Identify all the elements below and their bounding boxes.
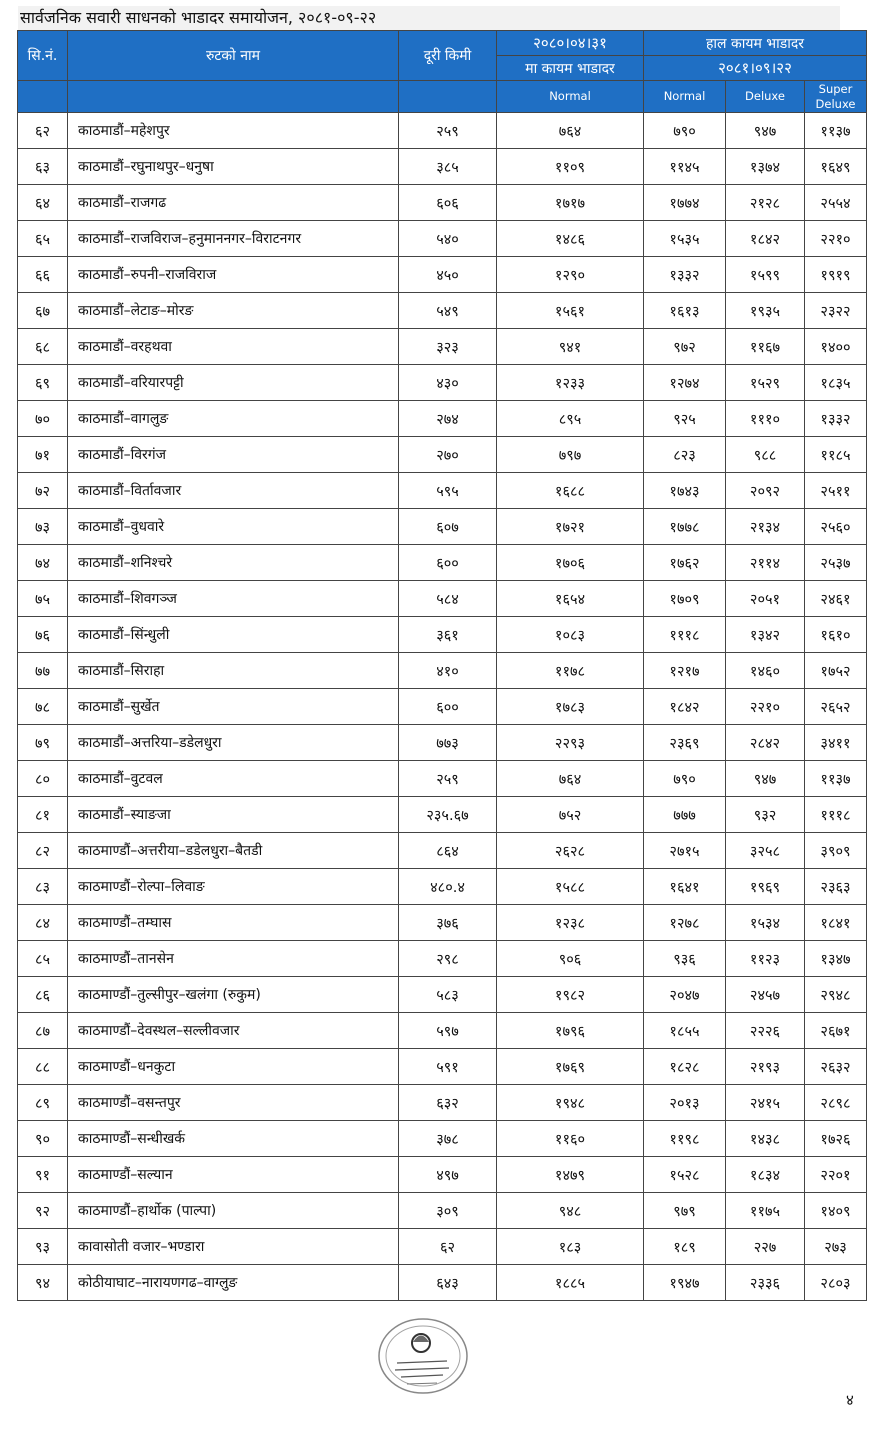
cell-super-deluxe: १३३२ xyxy=(805,401,867,437)
cell-distance: ६३२ xyxy=(399,1085,497,1121)
cell-sn: ७३ xyxy=(18,509,68,545)
cell-sn: ६५ xyxy=(18,221,68,257)
cell-deluxe: २२२६ xyxy=(726,1013,805,1049)
cell-distance: २५९ xyxy=(399,113,497,149)
cell-normal: ९७२ xyxy=(644,329,726,365)
cell-route: काठमाण्डौं–अत्तरीया–डडेलधुरा–बैतडी xyxy=(68,833,399,869)
cell-sn: ७१ xyxy=(18,437,68,473)
header-prev-normal: Normal xyxy=(497,81,644,113)
cell-route: काठमाडौं–सिंन्धुली xyxy=(68,617,399,653)
cell-distance: ३०९ xyxy=(399,1193,497,1229)
cell-deluxe: ९३२ xyxy=(726,797,805,833)
cell-super-deluxe: २२०१ xyxy=(805,1157,867,1193)
cell-sn: ८७ xyxy=(18,1013,68,1049)
cell-normal: १२७८ xyxy=(644,905,726,941)
cell-sn: ६२ xyxy=(18,113,68,149)
table-row xyxy=(18,257,867,293)
cell-route: कोठीयाघाट–नारायणगढ–वाग्लुङ xyxy=(68,1265,399,1301)
table-row xyxy=(18,1049,867,1085)
cell-route: काठमाडौं–वरहथवा xyxy=(68,329,399,365)
cell-deluxe: ३२५८ xyxy=(726,833,805,869)
cell-sn: ७० xyxy=(18,401,68,437)
cell-distance: २५९ xyxy=(399,761,497,797)
cell-sn: ६४ xyxy=(18,185,68,221)
cell-super-deluxe: २९४८ xyxy=(805,977,867,1013)
cell-sn: ६६ xyxy=(18,257,68,293)
cell-super-deluxe: १३४७ xyxy=(805,941,867,977)
cell-distance: ६०० xyxy=(399,545,497,581)
cell-distance: २७४ xyxy=(399,401,497,437)
cell-super-deluxe: १६४९ xyxy=(805,149,867,185)
cell-sn: ६९ xyxy=(18,365,68,401)
cell-normal: १६१३ xyxy=(644,293,726,329)
header-super-deluxe-label: Super Deluxe xyxy=(815,81,856,111)
table-row xyxy=(18,653,867,689)
cell-distance: ८६४ xyxy=(399,833,497,869)
cell-distance: ५४९ xyxy=(399,293,497,329)
cell-super-deluxe: २५३७ xyxy=(805,545,867,581)
cell-distance: ६२ xyxy=(399,1229,497,1265)
table-row xyxy=(18,977,867,1013)
cell-super-deluxe: २५६० xyxy=(805,509,867,545)
cell-distance: ३६१ xyxy=(399,617,497,653)
cell-deluxe: १९६९ xyxy=(726,869,805,905)
cell-super-deluxe: २६७१ xyxy=(805,1013,867,1049)
cell-deluxe: १५९९ xyxy=(726,257,805,293)
cell-normal: १७४३ xyxy=(644,473,726,509)
cell-sn: ७९ xyxy=(18,725,68,761)
cell-super-deluxe: १४०९ xyxy=(805,1193,867,1229)
cell-deluxe: १८३४ xyxy=(726,1157,805,1193)
cell-sn: ९० xyxy=(18,1121,68,1157)
cell-distance: २९८ xyxy=(399,941,497,977)
table-row xyxy=(18,221,867,257)
cell-normal: २३६९ xyxy=(644,725,726,761)
cell-route: काठमाण्डौं–तानसेन xyxy=(68,941,399,977)
table-row xyxy=(18,329,867,365)
cell-super-deluxe: १९१९ xyxy=(805,257,867,293)
cell-prev-normal: १७१७ xyxy=(497,185,644,221)
cell-distance: ६४३ xyxy=(399,1265,497,1301)
cell-route: काठमाडौं–लेटाङ–मोरङ xyxy=(68,293,399,329)
cell-prev-normal: ९०६ xyxy=(497,941,644,977)
cell-sn: ६७ xyxy=(18,293,68,329)
cell-sn: ९२ xyxy=(18,1193,68,1229)
cell-normal: २७१५ xyxy=(644,833,726,869)
cell-route: काठमाडौं–विर्तावजार xyxy=(68,473,399,509)
cell-sn: ८३ xyxy=(18,869,68,905)
cell-sn: ७५ xyxy=(18,581,68,617)
government-seal-icon xyxy=(375,1315,471,1397)
table-row xyxy=(18,1013,867,1049)
cell-route: काठमाडौं–सुर्खेत xyxy=(68,689,399,725)
cell-deluxe: २०५१ xyxy=(726,581,805,617)
cell-deluxe: ११२३ xyxy=(726,941,805,977)
cell-super-deluxe: ३४११ xyxy=(805,725,867,761)
header-curr-label: हाल कायम भाडादर xyxy=(644,31,867,56)
cell-sn: ६३ xyxy=(18,149,68,185)
cell-normal: १८२८ xyxy=(644,1049,726,1085)
cell-deluxe: २१३४ xyxy=(726,509,805,545)
cell-route: काठमाण्डौं–रोल्पा–लिवाङ xyxy=(68,869,399,905)
cell-route: काठमाण्डौं–धनकुटा xyxy=(68,1049,399,1085)
cell-deluxe: १४३८ xyxy=(726,1121,805,1157)
cell-super-deluxe: १४०० xyxy=(805,329,867,365)
cell-super-deluxe: १७५२ xyxy=(805,653,867,689)
cell-prev-normal: ७९७ xyxy=(497,437,644,473)
cell-prev-normal: ११०९ xyxy=(497,149,644,185)
cell-normal: ७९० xyxy=(644,761,726,797)
cell-route: काठमाण्डौं–वसन्तपुर xyxy=(68,1085,399,1121)
cell-normal: १७०९ xyxy=(644,581,726,617)
cell-distance: ५९१ xyxy=(399,1049,497,1085)
cell-sn: ८१ xyxy=(18,797,68,833)
cell-route: काठमाण्डौं–हार्थोक (पाल्पा) xyxy=(68,1193,399,1229)
cell-route: काठमाडौं–वरियारपट्टी xyxy=(68,365,399,401)
cell-prev-normal: १४८६ xyxy=(497,221,644,257)
table-row xyxy=(18,797,867,833)
cell-sn: ७८ xyxy=(18,689,68,725)
cell-distance: ४८०.४ xyxy=(399,869,497,905)
cell-prev-normal: १८८५ xyxy=(497,1265,644,1301)
header-prev-label: मा कायम भाडादर xyxy=(497,56,644,81)
cell-deluxe: ९४७ xyxy=(726,761,805,797)
cell-distance: ५८३ xyxy=(399,977,497,1013)
cell-prev-normal: १६८८ xyxy=(497,473,644,509)
cell-normal: १२७४ xyxy=(644,365,726,401)
cell-normal: ११४५ xyxy=(644,149,726,185)
cell-prev-normal: ७५२ xyxy=(497,797,644,833)
cell-deluxe: २४१५ xyxy=(726,1085,805,1121)
cell-prev-normal: १४७९ xyxy=(497,1157,644,1193)
cell-super-deluxe: १६१० xyxy=(805,617,867,653)
cell-normal: १५२८ xyxy=(644,1157,726,1193)
cell-super-deluxe: २५५४ xyxy=(805,185,867,221)
cell-deluxe: २०९२ xyxy=(726,473,805,509)
table-row xyxy=(18,473,867,509)
cell-sn: ९३ xyxy=(18,1229,68,1265)
cell-prev-normal: १९८२ xyxy=(497,977,644,1013)
table-row xyxy=(18,617,867,653)
cell-route: काठमाडौं–शिवगञ्ज xyxy=(68,581,399,617)
cell-distance: ६०७ xyxy=(399,509,497,545)
header-prev-date: २०८०।०४।३१ xyxy=(497,31,644,56)
cell-normal: १९४७ xyxy=(644,1265,726,1301)
cell-deluxe: २१९३ xyxy=(726,1049,805,1085)
cell-super-deluxe: २७३ xyxy=(805,1229,867,1265)
cell-prev-normal: ७६४ xyxy=(497,113,644,149)
cell-normal: ९२५ xyxy=(644,401,726,437)
table-row xyxy=(18,833,867,869)
cell-route: काठमाडौं–महेशपुर xyxy=(68,113,399,149)
cell-normal: ९३६ xyxy=(644,941,726,977)
cell-route: काठमाडौं–राजविराज–हनुमाननगर–विराटनगर xyxy=(68,221,399,257)
cell-distance: ५८४ xyxy=(399,581,497,617)
table-row xyxy=(18,437,867,473)
cell-prev-normal: १७८३ xyxy=(497,689,644,725)
cell-prev-normal: १७९६ xyxy=(497,1013,644,1049)
cell-sn: ८२ xyxy=(18,833,68,869)
cell-route: काठमाडौं–वुटवल xyxy=(68,761,399,797)
cell-deluxe: १३७४ xyxy=(726,149,805,185)
cell-sn: ८६ xyxy=(18,977,68,1013)
cell-distance: ४५० xyxy=(399,257,497,293)
cell-route: काठमाडौं–रुपनी–राजविराज xyxy=(68,257,399,293)
cell-deluxe: १११० xyxy=(726,401,805,437)
table-row xyxy=(18,401,867,437)
table-row xyxy=(18,1157,867,1193)
table-row xyxy=(18,1121,867,1157)
cell-sn: ८५ xyxy=(18,941,68,977)
cell-prev-normal: ११६० xyxy=(497,1121,644,1157)
table-row xyxy=(18,545,867,581)
cell-normal: १७७८ xyxy=(644,509,726,545)
cell-prev-normal: २२९३ xyxy=(497,725,644,761)
cell-normal: १३३२ xyxy=(644,257,726,293)
cell-deluxe: १९३५ xyxy=(726,293,805,329)
cell-route: काठमाडौं–सिराहा xyxy=(68,653,399,689)
cell-deluxe: १५३४ xyxy=(726,905,805,941)
cell-route: काठमाडौं–विरगंज xyxy=(68,437,399,473)
cell-prev-normal: १५६१ xyxy=(497,293,644,329)
header-normal: Normal xyxy=(644,81,726,113)
cell-sn: ७२ xyxy=(18,473,68,509)
cell-normal: १११८ xyxy=(644,617,726,653)
cell-super-deluxe: २६३२ xyxy=(805,1049,867,1085)
cell-prev-normal: १९४८ xyxy=(497,1085,644,1121)
cell-distance: ५४० xyxy=(399,221,497,257)
cell-distance: ६०६ xyxy=(399,185,497,221)
table-row xyxy=(18,905,867,941)
cell-sn: ७६ xyxy=(18,617,68,653)
fare-table-body xyxy=(18,113,867,1301)
fare-table xyxy=(17,30,867,1301)
cell-prev-normal: ११७८ xyxy=(497,653,644,689)
page-number: ४ xyxy=(846,1391,854,1409)
cell-deluxe: ११६७ xyxy=(726,329,805,365)
cell-prev-normal: १७०६ xyxy=(497,545,644,581)
cell-super-deluxe: २३६३ xyxy=(805,869,867,905)
cell-normal: १८५५ xyxy=(644,1013,726,1049)
cell-sn: ७४ xyxy=(18,545,68,581)
table-row xyxy=(18,1193,867,1229)
header-sn: सि.नं. xyxy=(18,31,68,81)
cell-prev-normal: १८३ xyxy=(497,1229,644,1265)
table-row xyxy=(18,149,867,185)
cell-sn: ६८ xyxy=(18,329,68,365)
cell-deluxe: २३३६ xyxy=(726,1265,805,1301)
cell-route: काठमाण्डौं–सल्यान xyxy=(68,1157,399,1193)
table-row xyxy=(18,1229,867,1265)
cell-distance: २३५.६७ xyxy=(399,797,497,833)
cell-super-deluxe: १११८ xyxy=(805,797,867,833)
cell-super-deluxe: ११३७ xyxy=(805,761,867,797)
header-blank-sn xyxy=(18,81,68,113)
cell-normal: १८४२ xyxy=(644,689,726,725)
table-row xyxy=(18,509,867,545)
table-row xyxy=(18,689,867,725)
cell-super-deluxe: १८३५ xyxy=(805,365,867,401)
cell-prev-normal: १५८८ xyxy=(497,869,644,905)
cell-route: काठमाडौं–राजगढ xyxy=(68,185,399,221)
cell-deluxe: ९४७ xyxy=(726,113,805,149)
cell-prev-normal: २६२८ xyxy=(497,833,644,869)
cell-sn: ९१ xyxy=(18,1157,68,1193)
cell-prev-normal: १६५४ xyxy=(497,581,644,617)
cell-sn: ८० xyxy=(18,761,68,797)
cell-route: काठमाडौं–वागलुङ xyxy=(68,401,399,437)
cell-distance: ३७८ xyxy=(399,1121,497,1157)
cell-deluxe: ११७५ xyxy=(726,1193,805,1229)
cell-super-deluxe: ११३७ xyxy=(805,113,867,149)
cell-distance: ३२३ xyxy=(399,329,497,365)
cell-distance: ३८५ xyxy=(399,149,497,185)
header-deluxe: Deluxe xyxy=(726,81,805,113)
cell-prev-normal: १२३८ xyxy=(497,905,644,941)
cell-distance: ७७३ xyxy=(399,725,497,761)
cell-normal: १२१७ xyxy=(644,653,726,689)
cell-route: काठमाण्डौं–तम्घास xyxy=(68,905,399,941)
cell-deluxe: १५२९ xyxy=(726,365,805,401)
cell-super-deluxe: २५११ xyxy=(805,473,867,509)
cell-route: काठमाडौं–अत्तरिया–डडेलधुरा xyxy=(68,725,399,761)
cell-route: काठमाण्डौं–सन्धीखर्क xyxy=(68,1121,399,1157)
cell-deluxe: २८४२ xyxy=(726,725,805,761)
table-row xyxy=(18,761,867,797)
table-row xyxy=(18,581,867,617)
cell-deluxe: ९८८ xyxy=(726,437,805,473)
header-super-deluxe xyxy=(805,81,867,113)
cell-normal: १७७४ xyxy=(644,185,726,221)
table-row xyxy=(18,113,867,149)
table-row xyxy=(18,365,867,401)
cell-deluxe: २२१० xyxy=(726,689,805,725)
cell-prev-normal: १२९० xyxy=(497,257,644,293)
cell-route: काठमाडौं–रघुनाथपुर–धनुषा xyxy=(68,149,399,185)
cell-distance: ४९७ xyxy=(399,1157,497,1193)
table-row xyxy=(18,1265,867,1301)
cell-deluxe: १३४२ xyxy=(726,617,805,653)
cell-route: काठमाण्डौं–तुल्सीपुर–खलंगा (रुकुम) xyxy=(68,977,399,1013)
cell-deluxe: १८४२ xyxy=(726,221,805,257)
cell-distance: ४१० xyxy=(399,653,497,689)
cell-deluxe: २२७ xyxy=(726,1229,805,1265)
cell-distance: ५९७ xyxy=(399,1013,497,1049)
cell-super-deluxe: २४६१ xyxy=(805,581,867,617)
table-row xyxy=(18,869,867,905)
cell-super-deluxe: २८९८ xyxy=(805,1085,867,1121)
header-blank-distance xyxy=(399,81,497,113)
cell-normal: ११९८ xyxy=(644,1121,726,1157)
cell-normal: ९७९ xyxy=(644,1193,726,1229)
cell-distance: ५९५ xyxy=(399,473,497,509)
cell-super-deluxe: १७२६ xyxy=(805,1121,867,1157)
cell-prev-normal: ७६४ xyxy=(497,761,644,797)
cell-prev-normal: १०८३ xyxy=(497,617,644,653)
table-row xyxy=(18,1085,867,1121)
cell-route: कावासोती वजार–भण्डारा xyxy=(68,1229,399,1265)
cell-route: काठमाण्डौं–देवस्थल–सल्लीवजार xyxy=(68,1013,399,1049)
cell-route: काठमाडौं–शनिश्चरे xyxy=(68,545,399,581)
cell-prev-normal: ९४१ xyxy=(497,329,644,365)
cell-normal: १६४१ xyxy=(644,869,726,905)
cell-prev-normal: ८९५ xyxy=(497,401,644,437)
cell-super-deluxe: ११८५ xyxy=(805,437,867,473)
cell-prev-normal: १७६९ xyxy=(497,1049,644,1085)
cell-super-deluxe: १८४१ xyxy=(805,905,867,941)
cell-normal: २०१३ xyxy=(644,1085,726,1121)
table-row xyxy=(18,185,867,221)
cell-super-deluxe: २२१० xyxy=(805,221,867,257)
cell-deluxe: २११४ xyxy=(726,545,805,581)
cell-distance: २७० xyxy=(399,437,497,473)
cell-normal: १५३५ xyxy=(644,221,726,257)
cell-normal: ७९० xyxy=(644,113,726,149)
cell-distance: ४३० xyxy=(399,365,497,401)
cell-normal: २०४७ xyxy=(644,977,726,1013)
table-row xyxy=(18,941,867,977)
header-distance: दूरी किमी xyxy=(399,31,497,81)
cell-route: काठमाडौं–वुधवारे xyxy=(68,509,399,545)
cell-normal: १७६२ xyxy=(644,545,726,581)
table-row xyxy=(18,725,867,761)
cell-deluxe: २४५७ xyxy=(726,977,805,1013)
cell-sn: ९४ xyxy=(18,1265,68,1301)
page-title: सार्वजनिक सवारी साधनको भाडादर समायोजन, २०८१-०९-२२ xyxy=(18,6,840,30)
cell-normal: ७७७ xyxy=(644,797,726,833)
fare-table-header xyxy=(18,31,867,113)
cell-prev-normal: १७२१ xyxy=(497,509,644,545)
cell-prev-normal: १२३३ xyxy=(497,365,644,401)
header-curr-date: २०८१।०९।२२ xyxy=(644,56,867,81)
cell-super-deluxe: २६५२ xyxy=(805,689,867,725)
cell-distance: ६०० xyxy=(399,689,497,725)
cell-sn: ८८ xyxy=(18,1049,68,1085)
header-blank-route xyxy=(68,81,399,113)
table-row xyxy=(18,293,867,329)
cell-sn: ७७ xyxy=(18,653,68,689)
cell-sn: ८४ xyxy=(18,905,68,941)
cell-deluxe: २१२८ xyxy=(726,185,805,221)
cell-normal: ८२३ xyxy=(644,437,726,473)
cell-super-deluxe: ३९०९ xyxy=(805,833,867,869)
cell-route: काठमाडौं–स्याङजा xyxy=(68,797,399,833)
header-route: रुटको नाम xyxy=(68,31,399,81)
cell-deluxe: १४६० xyxy=(726,653,805,689)
cell-super-deluxe: २३२२ xyxy=(805,293,867,329)
cell-normal: १८९ xyxy=(644,1229,726,1265)
cell-distance: ३७६ xyxy=(399,905,497,941)
cell-super-deluxe: २८०३ xyxy=(805,1265,867,1301)
cell-prev-normal: ९४८ xyxy=(497,1193,644,1229)
cell-sn: ८९ xyxy=(18,1085,68,1121)
